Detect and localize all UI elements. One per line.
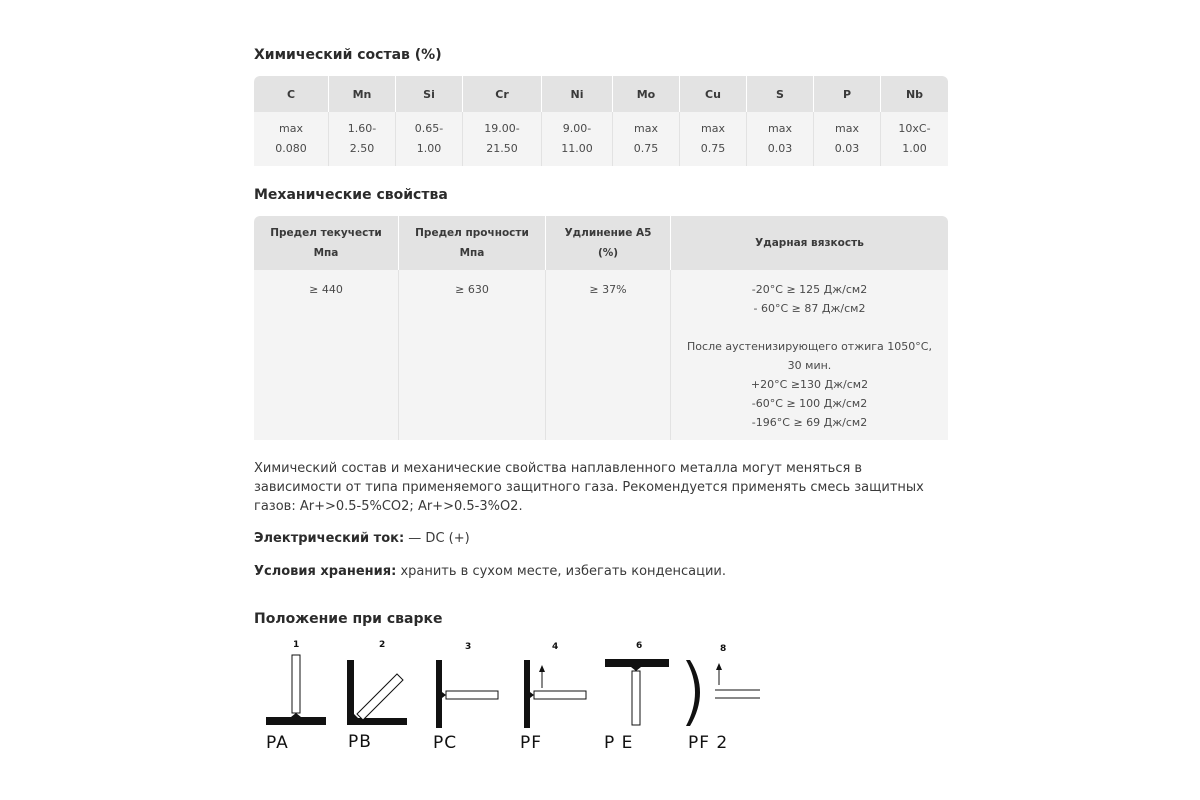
chem-table	[254, 76, 948, 166]
chem-cell: max 0.03	[814, 112, 881, 166]
current-label: Электрический ток:	[254, 531, 405, 546]
current-value: — DC (+)	[408, 531, 470, 546]
mech-impact-value: -20°C ≥ 125 Дж/см2 - 60°C ≥ 87 Дж/см2 После аустенизирующего отжига 1050°C, 30 мин. +20°C ≥130 Дж/см2 -60°C ≥ 100 Дж/см2 -196°C ≥ 69 Дж/см2	[671, 270, 948, 440]
welding-positions-diagram	[254, 640, 774, 760]
mech-header-elongation: Удлинение А5 (%)	[546, 216, 671, 270]
mech-value-row	[254, 270, 948, 440]
mech-table	[254, 216, 948, 440]
chem-cell: max 0.75	[613, 112, 680, 166]
chem-header: Cr	[463, 76, 542, 112]
chem-header: P	[814, 76, 881, 112]
chem-cell: 9.00- 11.00	[542, 112, 613, 166]
chem-header-row	[254, 76, 948, 112]
mech-header-strength: Предел прочности Мпа	[399, 216, 546, 270]
chem-cell: 1.60- 2.50	[329, 112, 396, 166]
storage-value: хранить в сухом месте, избегать конденсации.	[400, 564, 726, 579]
chem-cell: max 0.080	[254, 112, 329, 166]
mech-header-row	[254, 216, 948, 270]
position-pb-icon	[347, 660, 407, 725]
chem-header: Si	[396, 76, 463, 112]
position-number: 2	[379, 640, 386, 650]
position-pc-icon	[436, 660, 498, 728]
position-number: 1	[293, 640, 300, 650]
position-pa-icon	[266, 655, 326, 725]
chem-header: Mo	[613, 76, 680, 112]
chem-cell: max 0.75	[680, 112, 747, 166]
chem-header: C	[254, 76, 329, 112]
position-number: 4	[552, 642, 559, 652]
chem-header: Ni	[542, 76, 613, 112]
position-number: 8	[720, 644, 727, 654]
mech-title: Механические свойства	[254, 187, 448, 203]
position-label-pf: PF	[520, 733, 543, 753]
position-label-pa: PA	[266, 733, 289, 753]
position-number: 3	[465, 642, 472, 652]
position-pf2-icon	[686, 660, 760, 726]
gas-note: Химический состав и механические свойства наплавленного металла могут меняться в зависимости от типа применяемого защитного газа. Рекомендуется применять смесь защитных газов: Ar+>0.5-5%CO2; Ar+>0.5-3%O2.	[254, 461, 924, 514]
mech-yield-value: ≥ 440	[254, 270, 399, 440]
position-label-pf2: PF 2	[688, 733, 729, 753]
chem-cell: 0.65- 1.00	[396, 112, 463, 166]
position-pe-icon	[605, 659, 669, 725]
mech-header-yield: Предел текучести Мпа	[254, 216, 399, 270]
chem-header: Nb	[881, 76, 948, 112]
chem-value-row	[254, 112, 948, 166]
chem-header: Cu	[680, 76, 747, 112]
positions-title: Положение при сварке	[254, 611, 443, 627]
chem-header: S	[747, 76, 814, 112]
chem-cell: 10xC- 1.00	[881, 112, 948, 166]
storage-label: Условия хранения:	[254, 564, 397, 579]
mech-strength-value: ≥ 630	[399, 270, 546, 440]
chem-cell: 19.00- 21.50	[463, 112, 542, 166]
position-number: 6	[636, 641, 643, 651]
chem-header: Mn	[329, 76, 396, 112]
position-label-pb: PB	[348, 732, 372, 752]
mech-elongation-value: ≥ 37%	[546, 270, 671, 440]
chem-cell: max 0.03	[747, 112, 814, 166]
position-label-pc: PC	[433, 733, 458, 753]
position-label-pe: P E	[604, 733, 634, 753]
mech-header-impact: Ударная вязкость	[671, 216, 948, 270]
chem-title: Химический состав (%)	[254, 47, 442, 63]
current-info	[254, 529, 948, 548]
position-pf-icon	[524, 660, 586, 728]
storage-info	[254, 562, 948, 581]
